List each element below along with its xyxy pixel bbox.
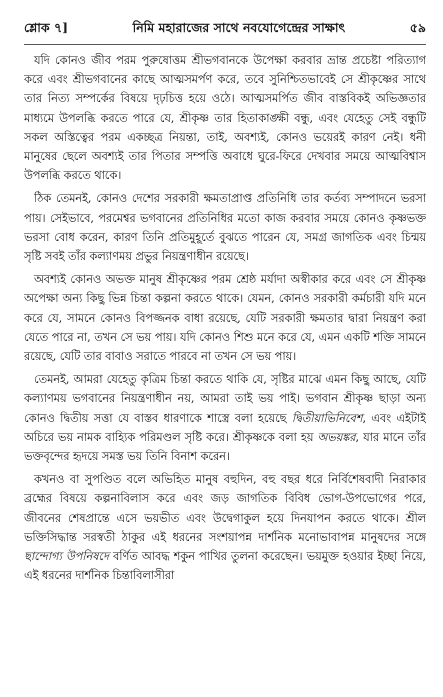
chapter-title: নিমি মহারাজের সাথে নবযোগেন্দ্রের সাক্ষাৎ [132, 20, 346, 35]
book-page [24, 20, 426, 680]
paragraph [24, 270, 426, 366]
paragraph [24, 51, 426, 185]
page-number: ৫৯ [409, 20, 426, 35]
paragraph-text: যদি কোনও জীব পরম পুরুষোত্তম শ্রীভগবানকে উপেক্ষা করবার ভ্রান্ত প্রচেষ্টা পরিত্যাগ করে এবং শ্রীভগবানের কাছে আত্মসমর্পণ করে, তবে সুনিশ্চিতভাবেই সে শ্রীকৃষ্ণের সাথে তার নিত্য সম্পর্কের বিষয়ে দৃঢ়চিত্ত হয়ে ওঠে। আত্মসমর্পিত জীব বাস্তবিকই অভিজ্ঞতার মাধ্যমে উপলব্ধি করতে পারে যে, শ্রীকৃষ্ণ তার হিতাকাঙ্ক্ষী বন্ধু, এবং যেহেতু সেই বন্ধুটি সকল অস্তিত্বের পরম একচ্ছত্র নিয়ন্তা, তাই, অবশ্যই, কোনও ভয়েরই কারণ নেই। ধনী মানুষের ছেলে অবশ্যই তার পিতার সম্পত্তি অবাধে ঘুরে-ফিরে দেখবার সময়ে আত্মবিশ্বাস উপলব্ধি করতে থাকে। [24, 53, 426, 183]
italic-term: ছান্দোগ্য উপনিষদে [24, 549, 109, 564]
verse-reference: শ্লোক ৭] [24, 20, 68, 35]
paragraph-text: , যার মানে তাঁর ভক্তবৃন্দের হৃদয়ে সমস্ত ভয় তিনি বিনাশ করেন। [24, 429, 426, 464]
running-header [24, 20, 426, 45]
paragraph [24, 189, 426, 266]
body-text [24, 51, 426, 585]
paragraph-text: অবশ্যই কোনও অভক্ত মানুষ শ্রীকৃষ্ণের পরম শ্রেষ্ঠ মর্যাদা অস্বীকার করে এবং সে শ্রীকৃষ্ণ অপেক্ষা অন্য কিছু ভিন্ন চিন্তা কল্পনা করতে থাকে। যেমন, কোনও সরকারী কর্মচারী যদি মনে করে যে, সামনে কোনও বিপজ্জনক বাধা রয়েছে, যেটি সরকারী ক্ষমতার দ্বারা নিয়ন্ত্রণ করা যেতে পারে না, তখন সে ভয় পায়। যদি কোনও শিশু মনে করে যে, এমন একটি শক্তি সামনে রয়েছে, যেটি তার বাবাও সরাতে পারবে না তখন সে ভয় পায়। [24, 272, 426, 364]
paragraph-text: তেমনই, আমরা যেহেতু কৃত্রিম চিন্তা করতে থাকি যে, সৃষ্টির মাঝে এমন কিছু আছে, যেটি কল্যাণময় ভগবানের নিয়ন্ত্রণাধীন নয়, আমরা তাই ভয় পাই। ভগবান শ্রীকৃষ্ণ ছাড়া অন্য কোনও দ্বিতীয় সত্তা যে বাস্তব ধারণাকে শাস্ত্রে বলা হয়েছে [24, 372, 426, 425]
paragraph-text: বর্ণিত আবদ্ধ শকুন পাখির তুলনা করেছেন। ভয়মুক্ত হওয়ার ইচ্ছা নিয়ে, এই ধরনের দার্শনিক চিন্তাবিলাসীরা [24, 549, 426, 583]
paragraph [24, 470, 426, 585]
paragraph-text: , এবং এইটাই অচিরে ভয় নামক বাহ্যিক পরিমণ্ডল সৃষ্টি করে। শ্রীকৃষ্ণকে বলা হয় [24, 410, 426, 444]
italic-term: দ্বিতীয়াভিনিবেশ [291, 410, 363, 425]
paragraph [24, 370, 426, 466]
paragraph-text: ঠিক তেমনই, কোনও দেশের সরকারী ক্ষমতাপ্রাপ্ত প্রতিনিধি তার কর্তব্য সম্পাদনে ভরসা পায়। সেইভাবে, পরমেশ্বর ভগবানের প্রতিনিধির মতো কাজ করবার সময়ে কোনও কৃষ্ণভক্ত ভরসা বোধ করেন, কারণ তিনি প্রতিমুহূর্তে বুঝতে পারেন যে, সমগ্র জাগতিক এবং চিন্ময় সৃষ্টি সবই তাঁর কল্যাণময় প্রভুর নিয়ন্ত্রণাধীন রয়েছে। [24, 191, 426, 264]
paragraph-text: কখনও বা সুপণ্ডিত বলে অভিহিত মানুষ বহুদিন, বহু বছর ধরে নির্বিশেষবাদী নিরাকার ব্রহ্মের বিষয়ে কল্পনাবিলাস করে এবং জড় জাগতিক বিবিধ ভোগ-উপভোগের পরে, জীবনের শেষপ্রান্তে এসে ভয়ভীত এবং উদ্বেগাকুল হয়ে দিনযাপন করতে থাকে। শ্রীল ভক্তিসিদ্ধান্ত সরস্বতী ঠাকুর এই ধরনের সংশয়াপন্ন দার্শনিক মনোভাবাপন্ন মানুষদের সঙ্গে [24, 472, 426, 544]
italic-term: অভয়ঙ্কর [317, 429, 356, 444]
